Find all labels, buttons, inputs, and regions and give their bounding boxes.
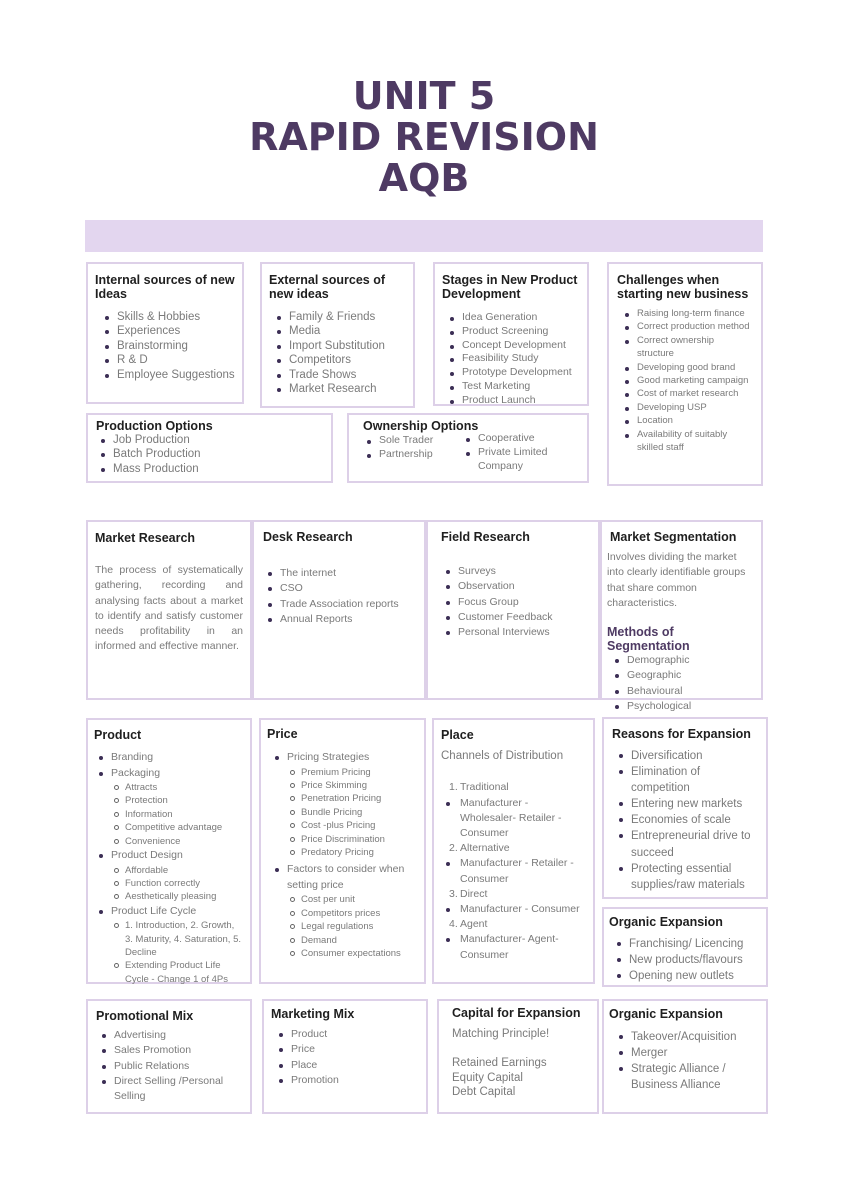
list-item: Batch Production	[96, 447, 323, 461]
reasons-expansion-box	[602, 717, 768, 899]
list-item: Job Production	[96, 433, 323, 447]
organic-heading-2: Organic Expansion	[609, 1007, 723, 1021]
place-channel-list	[441, 780, 586, 962]
sublist-item: Information	[111, 808, 244, 821]
capital-debt: Debt Capital	[452, 1086, 516, 1099]
list-item: Public Relations	[97, 1059, 242, 1074]
internal-sources-box	[86, 262, 244, 404]
list-item: Import Substitution	[272, 339, 406, 353]
segmentation-definition: Involves dividing the market into clearly identifiable groups that share common characteristics.	[607, 551, 746, 609]
title-line-2: RAPID REVISION	[249, 115, 599, 159]
list-item: Diversification	[614, 748, 758, 764]
channel-route: Manufacturer- Agent- Consumer	[441, 932, 586, 962]
list-item: Mass Production	[96, 462, 323, 476]
channel-item	[441, 841, 586, 887]
market-research-box	[86, 520, 252, 700]
capital-matching: Matching Principle!	[452, 1028, 550, 1040]
list-item: Trade Shows	[272, 368, 406, 382]
list-item: Cooperative	[461, 432, 571, 446]
list-item: Employee Suggestions	[100, 368, 235, 382]
segmentation-heading: Market Segmentation	[610, 530, 737, 544]
reasons-heading: Reasons for Expansion	[612, 727, 751, 741]
sublist-item: Attracts	[111, 781, 244, 794]
factors-sublist	[287, 893, 418, 960]
list-item: Customer Feedback	[441, 610, 585, 625]
sublist-item: Convenience	[111, 835, 244, 848]
list-item: Place	[274, 1058, 419, 1073]
ownership-heading: Ownership Options	[363, 419, 479, 433]
sublist-item: Protection	[111, 794, 244, 807]
field-research-list	[441, 564, 585, 640]
list-item: Elimination of competition	[614, 764, 758, 796]
list-item: Protecting essential supplies/raw materials	[614, 861, 758, 893]
list-item: Takeover/Acquisition	[614, 1029, 761, 1045]
sublist-item: Competitors prices	[287, 907, 418, 920]
list-item: Availability of suitably skilled staff	[620, 428, 753, 455]
desk-research-list	[263, 566, 415, 627]
channel-detail	[441, 932, 586, 962]
mix-list	[274, 1027, 419, 1088]
sublist-item: Aesthetically pleasing	[111, 890, 244, 903]
marketing-mix-box	[262, 999, 428, 1114]
channel-label: Direct	[460, 887, 488, 900]
lifecycle-sublist	[111, 919, 244, 986]
channel-label: Agent	[460, 918, 488, 931]
channel-label: Traditional	[460, 781, 509, 794]
list-item: Merger	[614, 1045, 761, 1061]
list-item: Promotion	[274, 1073, 419, 1088]
list-item: Branding	[94, 750, 244, 766]
internal-sources-heading: Internal sources of new Ideas	[95, 273, 235, 301]
capital-retained: Retained Earnings	[452, 1057, 547, 1070]
external-sources-list	[272, 310, 406, 396]
packaging-sublist	[111, 781, 244, 848]
list-item: Direct Selling /Personal Selling	[97, 1074, 242, 1105]
market-research-heading: Market Research	[95, 531, 196, 545]
channel-item	[441, 917, 586, 963]
challenges-box	[607, 262, 763, 486]
list-item: Partnership	[362, 448, 462, 462]
product-heading: Product	[94, 728, 142, 742]
page-title	[0, 76, 848, 199]
list-item: Psychological	[610, 699, 756, 714]
list-item: Product Screening	[445, 325, 580, 339]
sublist-item: Price Discrimination	[287, 833, 418, 846]
sublist-item: Demand	[287, 934, 418, 947]
list-item: Idea Generation	[445, 311, 580, 325]
list-item	[94, 766, 244, 849]
production-list	[96, 433, 323, 476]
promo-list	[97, 1028, 242, 1104]
list-item: Media	[272, 324, 406, 338]
sublist-item: Bundle Pricing	[287, 806, 418, 819]
capital-heading: Capital for Expansion	[452, 1006, 581, 1020]
field-research-box	[426, 520, 600, 700]
list-item: Concept Development	[445, 339, 580, 353]
channel-number: 1.	[449, 781, 458, 794]
challenges-heading: Challenges when starting new business	[617, 273, 749, 301]
product-box	[86, 718, 252, 984]
sublist-item: Predatory Pricing	[287, 846, 418, 859]
production-heading: Production Options	[96, 419, 213, 433]
sublist-item: Penetration Pricing	[287, 792, 418, 805]
desk-research-heading: Desk Research	[263, 530, 353, 544]
capital-equity: Equity Capital	[452, 1071, 523, 1084]
promo-heading: Promotional Mix	[96, 1009, 194, 1023]
stages-heading: Stages in New Product Development	[442, 273, 578, 301]
list-item: R & D	[100, 353, 235, 367]
channel-route: Manufacturer - Consumer	[441, 902, 586, 917]
list-item: Personal Interviews	[441, 625, 585, 640]
price-list	[270, 750, 418, 960]
channel-route: Manufacturer - Retailer - Consumer	[441, 856, 586, 886]
organic-list-1	[612, 936, 761, 984]
strategies-label: Pricing Strategies	[287, 751, 370, 763]
list-item: Competitors	[272, 353, 406, 367]
list-item: Opening new outlets	[612, 968, 761, 984]
list-item: Correct ownership structure	[620, 334, 753, 361]
external-sources-heading: External sources of new ideas	[269, 273, 386, 301]
list-item: Test Marketing	[445, 380, 580, 394]
design-label: Product Design	[111, 849, 183, 862]
list-item: Developing good brand	[620, 361, 753, 374]
organic-expansion-box-1	[602, 907, 768, 987]
place-box	[432, 718, 595, 984]
challenges-list	[620, 307, 753, 454]
list-item: The internet	[263, 566, 415, 581]
market-segmentation-box	[600, 520, 763, 713]
list-item: Geographic	[610, 668, 756, 683]
list-item: Entering new markets	[614, 796, 758, 812]
list-item: Experiences	[100, 324, 235, 338]
list-item: Location	[620, 414, 753, 427]
channel-detail	[441, 902, 586, 917]
organic-list-2	[614, 1029, 761, 1093]
list-item: Strategic Alliance / Business Alliance	[614, 1061, 761, 1093]
list-item: Good marketing campaign	[620, 374, 753, 387]
list-item: Demographic	[610, 653, 756, 668]
segmentation-methods-list	[610, 653, 756, 714]
list-item: Focus Group	[441, 595, 585, 610]
list-item: Feasibility Study	[445, 352, 580, 366]
list-item: Developing USP	[620, 401, 753, 414]
list-item: Trade Association reports	[263, 597, 415, 612]
sublist-item: Cost per unit	[287, 893, 418, 906]
list-item: Annual Reports	[263, 612, 415, 627]
list-item: Observation	[441, 579, 585, 594]
list-item: Correct production method	[620, 320, 753, 333]
channel-item	[441, 780, 586, 841]
list-item: Advertising	[97, 1028, 242, 1043]
list-item	[94, 904, 244, 987]
list-item: Behavioural	[610, 684, 756, 699]
mix-heading: Marketing Mix	[271, 1007, 355, 1021]
ownership-options-box	[347, 413, 589, 483]
organic-expansion-box-2	[602, 999, 768, 1114]
list-item: CSO	[263, 581, 415, 596]
list-item: Product	[274, 1027, 419, 1042]
title-line-1: UNIT 5	[352, 74, 496, 118]
design-sublist	[111, 864, 244, 904]
organic-heading-1: Organic Expansion	[609, 915, 723, 929]
desk-research-box	[252, 520, 426, 700]
segmentation-methods-heading: Methods of Segmentation	[607, 625, 690, 654]
list-item: Price	[274, 1042, 419, 1057]
list-item: Brainstorming	[100, 339, 235, 353]
stages-list	[445, 311, 580, 408]
list-item: Market Research	[272, 382, 406, 396]
internal-sources-list	[100, 310, 235, 382]
packaging-label: Packaging	[111, 766, 161, 779]
sublist-item: Competitive advantage	[111, 821, 244, 834]
channel-detail	[441, 856, 586, 886]
list-item: Prototype Development	[445, 366, 580, 380]
list-item	[270, 862, 418, 960]
product-list	[94, 750, 244, 986]
price-box	[259, 718, 426, 984]
header-banner	[85, 220, 763, 252]
sublist-item: Extending Product Life Cycle - Change 1 of 4Ps	[111, 959, 244, 986]
production-options-box	[86, 413, 333, 483]
stages-box	[433, 262, 589, 406]
reasons-list	[614, 748, 758, 893]
channel-detail	[441, 796, 586, 842]
list-item: Sole Trader	[362, 434, 462, 448]
factors-label: Factors to consider when setting price	[287, 863, 405, 891]
list-item: Entrepreneurial drive to succeed	[614, 828, 758, 860]
channel-number: 2.	[449, 842, 458, 855]
list-item	[94, 848, 244, 904]
list-item: Raising long-term finance	[620, 307, 753, 320]
list-item: Surveys	[441, 564, 585, 579]
sublist-item: Consumer expectations	[287, 947, 418, 960]
external-sources-box	[260, 262, 415, 408]
list-item: Family & Friends	[272, 310, 406, 324]
list-item: Franchising/ Licencing	[612, 936, 761, 952]
list-item: Skills & Hobbies	[100, 310, 235, 324]
sublist-item: Legal regulations	[287, 920, 418, 933]
list-item: Economies of scale	[614, 812, 758, 828]
sublist-item: Function correctly	[111, 877, 244, 890]
title-line-3: AQB	[378, 156, 470, 200]
field-research-heading: Field Research	[441, 530, 530, 544]
lifecycle-label: Product Life Cycle	[111, 904, 197, 917]
capital-expansion-box	[437, 999, 599, 1114]
list-item: Product Launch	[445, 394, 580, 408]
sublist-item: 1. Introduction, 2. Growth, 3. Maturity, 4. Saturation, 5. Decline	[111, 919, 244, 959]
sublist-item: Price Skimming	[287, 779, 418, 792]
list-item: Sales Promotion	[97, 1043, 242, 1058]
place-heading: Place	[441, 728, 474, 742]
list-item: New products/flavours	[612, 952, 761, 968]
sublist-item: Cost -plus Pricing	[287, 819, 418, 832]
sublist-item: Affordable	[111, 864, 244, 877]
channel-item	[441, 887, 586, 917]
strategies-sublist	[287, 766, 418, 860]
sublist-item: Premium Pricing	[287, 766, 418, 779]
list-item	[270, 750, 418, 859]
ownership-list-2	[461, 432, 571, 473]
ownership-list-1	[362, 434, 462, 462]
channel-number: 4.	[449, 918, 458, 931]
list-item: Private Limited Company	[461, 446, 571, 474]
promotional-mix-box	[86, 999, 252, 1114]
channel-route: Manufacturer - Wholesaler- Retailer - Consumer	[441, 796, 586, 842]
channel-label: Alternative	[460, 842, 510, 855]
channel-number: 3.	[449, 887, 458, 900]
place-subheading: Channels of Distribution	[441, 750, 564, 762]
price-heading: Price	[267, 727, 298, 741]
list-item: Cost of market research	[620, 387, 753, 400]
market-research-definition: The process of systematically gathering, recording and analysing facts about a market to identify and satisfy customer needs profitability in an informed and effective manner.	[95, 564, 243, 653]
